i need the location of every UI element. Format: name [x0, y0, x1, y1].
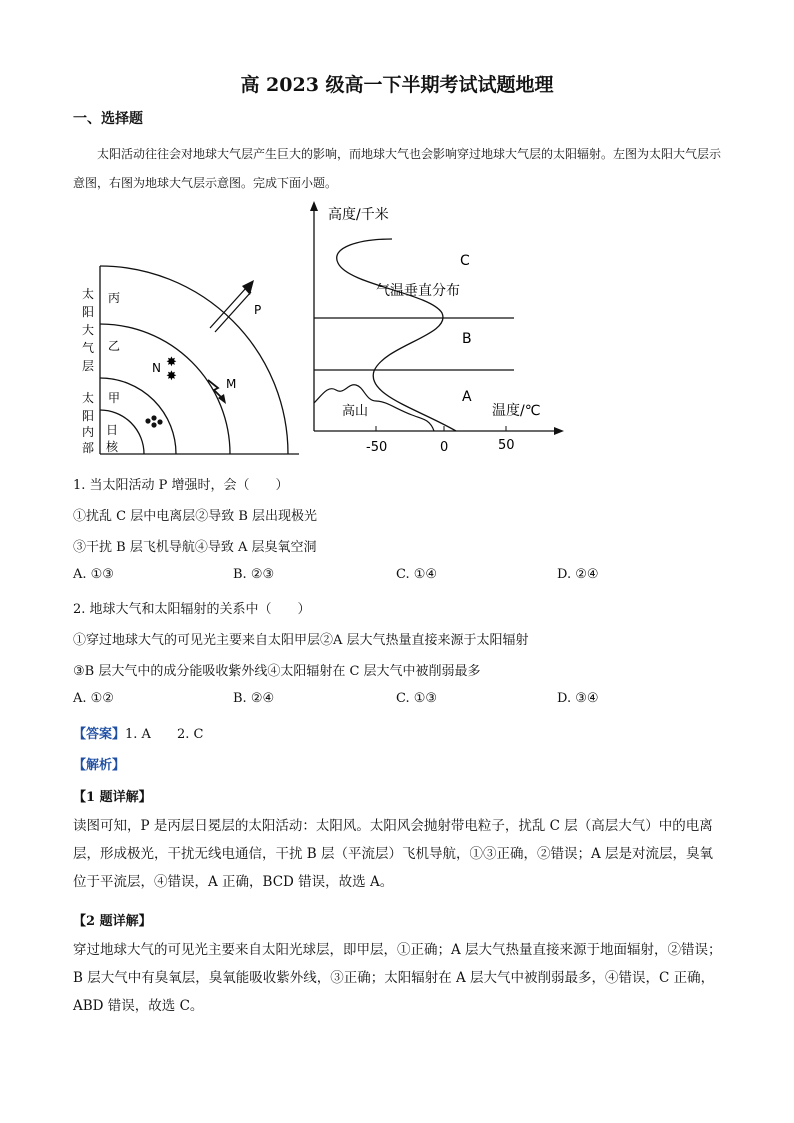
n-star-icon-2: ✸ [166, 369, 177, 384]
p-arrow-line-1 [210, 288, 246, 328]
answer-line [73, 723, 203, 742]
q1-statement-1: ①扰乱 C 层中电离层②导致 B 层出现极光 [73, 509, 318, 524]
layer-b-label: B [462, 331, 472, 347]
layer-c-label: C [460, 253, 470, 269]
answer-text: 1. A 2. C [125, 727, 204, 742]
q1-option-a[interactable]: A. ①③ [73, 567, 114, 582]
q1-option-d[interactable]: D. ②④ [557, 567, 599, 582]
outer-arc [100, 266, 288, 454]
y-axis-label: 高度/千米 [328, 207, 389, 223]
side-label-top-1: 阳 [82, 305, 95, 319]
q2-stem: 2. 地球大气和太阳辐射的关系中（ ） [73, 602, 311, 617]
side-label-bottom-0: 太 [82, 391, 95, 405]
n-star-icon-1: ✸ [166, 355, 177, 370]
detail-1-text: 读图可知，P 是丙层日冕层的太阳活动：太阳风。太阳风会抛射带电粒子，扰乱 C 层（高层大气）中的电离层，形成极光，干扰无线电通信，干扰 B 层（平流层）飞机导航，①③正确，②错误；A 层是对流层，臭氧位于平流层，④错误，A 正确，BCD 错误，故选 A。 [73, 818, 714, 890]
dot-1 [151, 415, 156, 420]
side-label-top-4: 层 [82, 359, 95, 373]
q2-option-b[interactable]: B. ②④ [233, 691, 275, 706]
side-label-bottom-2: 内 [82, 425, 95, 439]
dot-2 [157, 419, 162, 424]
tick-0: 0 [440, 440, 449, 455]
side-label-top-3: 气 [82, 341, 95, 355]
temperature-curve [337, 239, 456, 431]
answer-tag: 【答案】 [73, 727, 126, 742]
q1-option-c[interactable]: C. ①④ [396, 567, 438, 582]
analysis-tag: 【解析】 [73, 758, 126, 773]
p-arrow-head [242, 280, 254, 295]
layer-bing: 丙 [108, 291, 121, 305]
q1-stem: 1. 当太阳活动 P 增强时，会（ ） [73, 478, 289, 493]
dot-4 [145, 418, 150, 423]
mark-m: M [226, 377, 237, 391]
q2-statement-2: ③B 层大气中的成分能吸收紫外线④太阳辐射在 C 层大气中被削弱最多 [73, 664, 481, 679]
q1-option-b[interactable]: B. ②③ [233, 567, 275, 582]
q2-statement-1: ①穿过地球大气的可见光主要来自太阳甲层②A 层大气热量直接来源于太阳辐射 [73, 633, 529, 648]
earth-atmosphere-diagram [300, 195, 570, 457]
layer-jia: 甲 [108, 391, 121, 405]
mark-n: N [152, 361, 161, 375]
layer-yi: 乙 [108, 339, 121, 353]
side-label-top-2: 大 [82, 323, 95, 337]
side-label-bottom-1: 阳 [82, 409, 95, 423]
side-label-bottom-3: 部 [82, 441, 95, 455]
detail-2-text: 穿过地球大气的可见光主要来自太阳光球层，即甲层，①正确；A 层大气热量直接来源于地面辐射，②错误；B 层大气中有臭氧层，臭氧能吸收紫外线，③正确；太阳辐射在 A 层大气中被削弱最多，④错误，C 正确，ABD 错误，故选 C。 [73, 942, 722, 1014]
tick-neg50: -50 [366, 440, 388, 455]
q2-option-c[interactable]: C. ①③ [396, 691, 438, 706]
curve-label: 气温垂直分布 [376, 283, 460, 299]
p-arrow-line-2 [215, 292, 251, 332]
page-title: 高 2023 级高一下半期考试试题地理 [240, 74, 554, 96]
mountain-outline [314, 385, 434, 431]
detail-1-tag: 【1 题详解】 [73, 790, 152, 805]
layer-ri: 日 [106, 423, 119, 437]
q2-option-a[interactable]: A. ①② [73, 691, 114, 706]
solar-atmosphere-diagram [78, 258, 308, 458]
q2-option-d[interactable]: D. ③④ [557, 691, 599, 706]
mark-p: P [254, 303, 262, 317]
side-label-top-0: 太 [82, 287, 95, 301]
layer-a-label: A [462, 389, 472, 405]
dot-3 [151, 422, 156, 427]
tick-50: 50 [498, 438, 515, 453]
detail-2-tag: 【2 题详解】 [73, 914, 152, 929]
mountain-label: 高山 [342, 404, 369, 419]
section-heading: 一、选择题 [73, 111, 143, 127]
q1-statement-2: ③干扰 B 层飞机导航④导致 A 层臭氧空洞 [73, 540, 317, 555]
layer-he: 核 [106, 440, 119, 454]
x-axis-label: 温度/℃ [492, 403, 541, 419]
question-intro: 太阳活动往往会对地球大气层产生巨大的影响，而地球大气也会影响穿过地球大气层的太阳辐射。左图为太阳大气层示意图，右图为地球大气层示意图。完成下面小题。 [73, 147, 722, 190]
